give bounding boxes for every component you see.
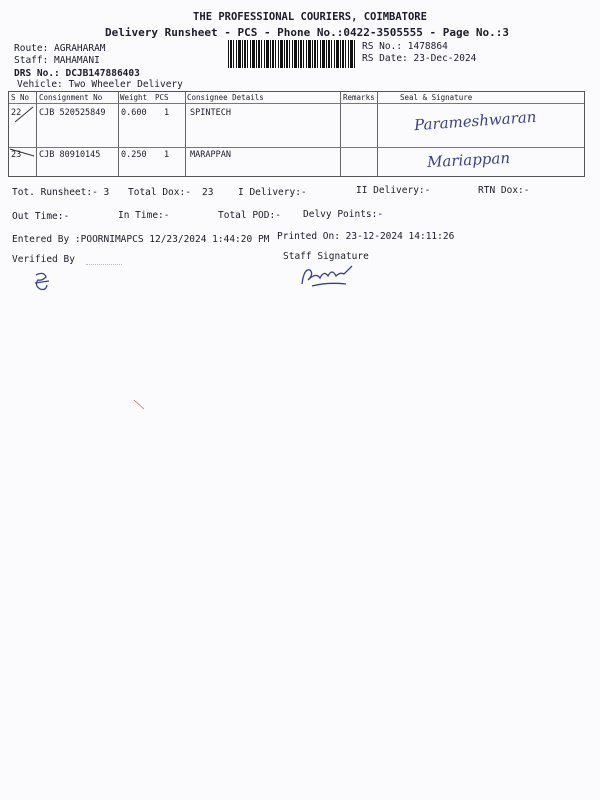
runsheet-subtitle: Delivery Runsheet - PCS - Phone No.:0422-3505555 - Page No.:3 [105,26,509,39]
tot-runsheet: Tot. Runsheet:- 3 [12,187,110,198]
row2-tick-mark [9,147,35,159]
row2-signature: Mariappan [426,148,511,172]
verified-by: Verified By [12,254,75,265]
row2-consignment: CJB 80910145 [39,150,101,160]
rtn-dox: RTN Dox:- [478,185,530,196]
header-consignee: Consignee Details [187,93,264,102]
row2-pcs: 1 [164,150,170,160]
printed-on: Printed On: 23-12-2024 14:11:26 [277,231,455,242]
out-time: Out Time:- [12,211,70,222]
row1-consignee: SPINTECH [190,108,231,118]
row1-tick-mark [13,104,35,126]
header-pcs: PCS [155,93,169,102]
row1-signature: Parameshwaran [413,107,537,135]
total-pod: Total POD:- [218,210,281,221]
drs-number: DRS No.: DCJB147886403 [14,68,140,79]
row2-consignee: MARAPPAN [190,150,231,160]
row2-weight: 0.250 [121,150,147,160]
rs-number: RS No.: 1478864 [362,41,448,52]
vehicle-label: Vehicle: Two Wheeler Delivery [17,79,183,90]
staff-signature-mark [298,262,356,290]
delvy-points: Delvy Points:- [303,209,384,220]
row1-sno: 22 [11,108,22,118]
header-consignment: Consignment No [39,93,103,102]
company-title: THE PROFESSIONAL COURIERS, COIMBATORE [193,11,427,23]
staff-signature-label: Staff Signature [283,251,369,262]
row1-pcs: 1 [164,108,170,118]
header-seal: Seal & Signature [400,93,473,102]
header-remarks: Remarks [343,93,375,102]
verifier-initial-mark [32,271,52,293]
header-sno: S No [11,93,30,102]
row1-consignment: CJB 520525849 [39,108,106,118]
staff-label: Staff: MAHAMANI [14,55,100,66]
runsheet-table [8,91,585,177]
total-dox-label: Total Dox:- [128,187,191,198]
i-delivery: I Delivery:- [238,187,307,198]
row2-sno: 23 [11,150,22,160]
rs-date: RS Date: 23-Dec-2024 [362,53,477,64]
route-label: Route: AGRAHARAM [14,43,106,54]
barcode-image [228,40,356,68]
entered-by: Entered By :POORNIMAPCS 12/23/2024 1:44:20 PM [12,234,270,245]
in-time: In Time:- [118,210,170,221]
ii-delivery: II Delivery:- [356,185,431,196]
header-weight: Weight [120,93,148,102]
total-dox-value: 23 [202,187,214,198]
row1-weight: 0.600 [121,108,147,118]
stray-pen-mark [132,398,146,412]
